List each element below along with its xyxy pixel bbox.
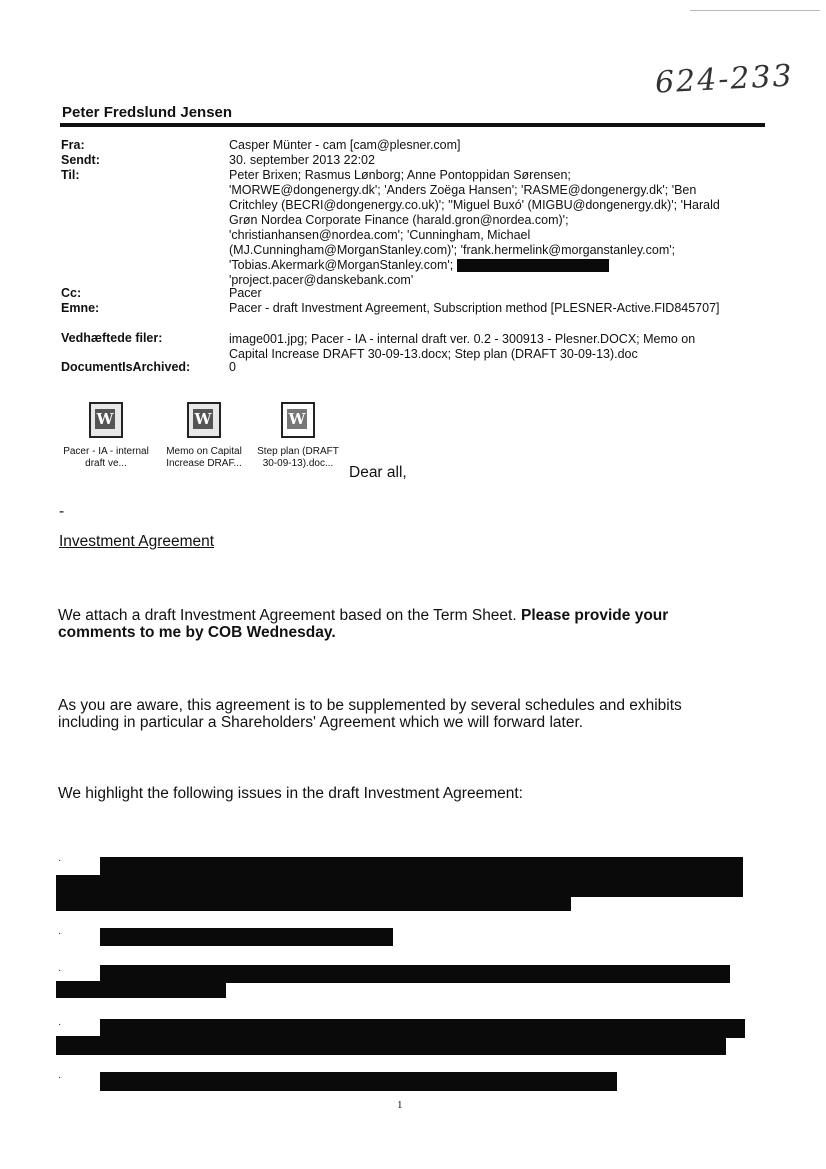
til-line: Critchley (BECRI@dongenergy.co.uk)'; ''Miguel Buxó' (MIGBU@dongenergy.dk)'; 'Harald	[229, 198, 720, 212]
cc-value: Pacer	[229, 286, 262, 300]
redaction-bar	[100, 857, 743, 877]
til-line: (MJ.Cunningham@MorganStanley.com)'; 'frank.hermelink@morganstanley.com';	[229, 243, 676, 257]
word-doc-icon: W	[281, 402, 315, 438]
attachment-pacer-ia[interactable]: W Pacer - IA - internal draft ve...	[60, 402, 152, 470]
attachment-list-line: Capital Increase DRAFT 30-09-13.docx; Step plan (DRAFT 30-09-13).doc	[229, 347, 638, 361]
redaction-bar	[56, 875, 743, 897]
dash-marker: -	[59, 503, 65, 520]
document-archived-value: 0	[229, 360, 236, 374]
section-heading: Investment Agreement	[59, 533, 215, 550]
vedhaeftede-value	[229, 332, 789, 362]
bullet-marker: ·	[58, 855, 62, 866]
til-line: 'project.pacer@danskebank.com'	[229, 273, 414, 287]
redaction-bar	[56, 1036, 726, 1055]
redaction-bar	[56, 895, 571, 911]
attachment-step-plan[interactable]: W Step plan (DRAFT 30-09-13).doc...	[252, 402, 344, 470]
til-line-with-redaction	[229, 258, 769, 273]
sendt-label: Sendt:	[61, 153, 100, 167]
attachment-list-line: image001.jpg; Pacer - IA - internal draft ver. 0.2 - 300913 - Plesner.DOCX; Memo on	[229, 332, 696, 346]
deadline-request: Please provide your comments to me by COB Wednesday.	[58, 607, 669, 641]
sender-name: Peter Fredslund Jensen	[62, 104, 233, 121]
paragraph-attach: We attach a draft Investment Agreement based on the Term Sheet. Please provide your comments to me by COB Wednesday.	[58, 607, 669, 641]
til-line: 'MORWE@dongenergy.dk'; 'Anders Zoëga Hansen'; 'RASME@dongenergy.dk'; 'Ben	[229, 183, 697, 197]
header-rule	[60, 123, 765, 127]
handwritten-document-number: 624-233	[654, 58, 795, 101]
til-line: 'christianhansen@nordea.com'; 'Cunningham, Michael	[229, 228, 531, 242]
emne-label: Emne:	[61, 301, 100, 315]
til-value	[229, 168, 769, 288]
attachment-memo-capital[interactable]: W Memo on Capital Increase DRAF...	[158, 402, 250, 470]
top-edge-rule	[690, 10, 820, 11]
greeting: Dear all,	[349, 464, 407, 481]
word-doc-icon: W	[187, 402, 221, 438]
redaction-bar	[100, 1072, 617, 1091]
redaction-bar	[56, 981, 226, 998]
paragraph-issues: We highlight the following issues in the draft Investment Agreement:	[58, 785, 523, 802]
paragraph-supplement: As you are aware, this agreement is to be supplemented by several schedules and exhibits including in particular a Shareholders' Agreement which we will forward later.	[58, 697, 682, 731]
redaction-bar	[100, 928, 393, 946]
bullet-marker: ·	[58, 965, 62, 976]
page-number: 1	[397, 1099, 403, 1111]
emne-value: Pacer - draft Investment Agreement, Subscription method [PLESNER-Active.FID845707]	[229, 301, 720, 315]
sendt-value: 30. september 2013 22:02	[229, 153, 375, 167]
vedhaeftede-label: Vedhæftede filer:	[61, 331, 163, 345]
word-doc-icon: W	[89, 402, 123, 438]
til-line: Peter Brixen; Rasmus Lønborg; Anne Pontoppidan Sørensen;	[229, 168, 571, 182]
til-label: Til:	[61, 168, 80, 182]
bullet-marker: ·	[58, 928, 62, 939]
bullet-marker: ·	[58, 1072, 62, 1083]
bullet-marker: ·	[58, 1019, 62, 1030]
til-line: Grøn Nordea Corporate Finance (harald.gron@nordea.com)';	[229, 213, 569, 227]
cc-label: Cc:	[61, 286, 82, 300]
til-line: 'Tobias.Akermark@MorganStanley.com';	[229, 258, 454, 272]
document-archived-label: DocumentIsArchived:	[61, 360, 191, 374]
redaction-bar	[457, 259, 609, 272]
fra-value: Casper Münter - cam [cam@plesner.com]	[229, 138, 461, 152]
fra-label: Fra:	[61, 138, 85, 152]
